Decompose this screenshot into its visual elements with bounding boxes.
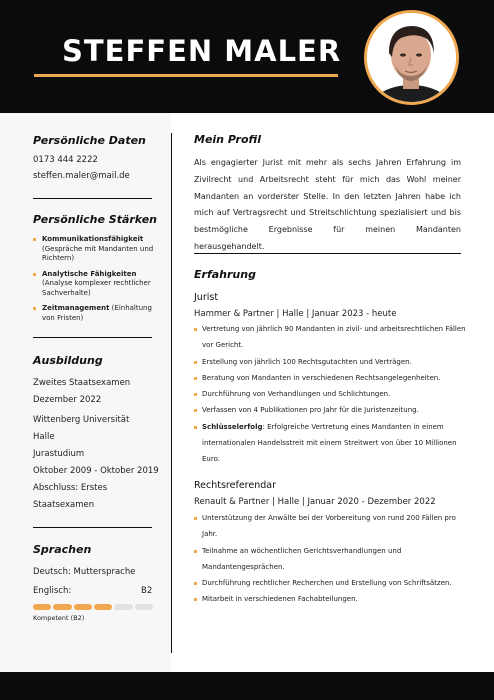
bullet-text: Vertretung von jährlich 90 Mandanten in zivil- und arbeitsrechtlichen Fällen vor Gericht. [202,325,466,350]
strength-detail: (Einhaltung von Fristen) [42,304,152,322]
job-bullet [194,543,466,576]
job-bullet [194,321,466,354]
job-bullet [194,354,466,370]
profile-heading: Mein Profil [194,133,261,146]
job-meta: Hammer & Partner | Halle | Januar 2023 - heute [194,309,397,319]
bullet-text: Unterstützung der Anwälte bei der Vorbereitung von rund 200 Fällen pro Jahr. [202,514,456,539]
language-english-label: Englisch: [33,586,72,596]
strength-name: Zeitmanagement [42,304,110,312]
personal-data-heading: Persönliche Daten [33,134,146,147]
skill-segment [74,604,92,610]
education-line: Jurastudium [33,449,85,459]
education-line: Wittenberg Universität [33,415,130,425]
section-divider [194,253,461,254]
strengths-list [33,235,165,329]
bullet-text: Teilnahme an wöchentlichen Gerichtsverhandlungen und Mandantengesprächen. [202,546,402,571]
job-bullets [194,510,466,608]
education-heading: Ausbildung [33,354,103,367]
languages-heading: Sprachen [33,543,92,556]
skill-segment [53,604,71,610]
portrait-icon [367,13,456,102]
bullet-highlight: Schlüsselerfolg [202,422,263,431]
english-skill-bar [33,604,153,610]
job-bullet [194,591,466,607]
skill-segment [33,604,51,610]
education-line: Abschluss: Erstes [33,483,108,493]
experience-heading: Erfahrung [194,268,256,281]
skill-segment [94,604,112,610]
language-english-level: B2 [141,586,153,596]
profile-photo [364,10,459,105]
bullet-text: Erstellung von jährlich 100 Rechtsgutachten und Verträgen. [202,357,412,366]
job-bullet [194,402,466,418]
section-divider [33,527,152,528]
education-line: Oktober 2009 - Oktober 2019 [33,466,159,476]
profile-text: Als engagierter Jurist mit mehr als sechs Jahren Erfahrung im Zivilrecht und Arbeitsrecht steht für mich das Wohl meiner Mandanten an vorderster Stelle. In den letzten Jahren habe ich mich auf Vertragsrecht und Streitschlichtung spezialisiert und bis bestmögliche Ergebnisse für meinen Mandanten herausgehandelt. [194,158,461,251]
phone-number: 0173 444 2222 [33,155,98,165]
column-divider [171,133,172,653]
skill-segment [114,604,132,610]
bullet-text: Mitarbeit in verschiedenen Fachabteilungen. [202,595,358,604]
job-bullets [194,321,466,468]
strength-name: Analytische Fähigkeiten [42,269,137,278]
bullet-text: Beratung von Mandanten in verschiedenen Rechtsangelegenheiten. [202,373,441,382]
language-german: Deutsch: Muttersprache [33,567,136,577]
bullet-text: Durchführung von Verhandlungen und Schlichtungen. [202,390,391,399]
job-bullet [194,386,466,402]
bullet-text: : Erfolgreiche Vertretung eines Mandanten in einem internationalen Handelsstreit mit einem Streitwert von über 10 Millionen Euro. [202,422,457,464]
strength-item [33,304,165,323]
strength-detail: (Analyse komplexer rechtlicher Sachverhalte) [42,279,151,297]
bullet-text: Verfassen von 4 Publikationen pro Jahr für die Juristenzeitung. [202,406,419,415]
section-divider [33,198,152,199]
education-line: Halle [33,432,55,442]
job-meta: Renault & Partner | Halle | Januar 2020 - Dezember 2022 [194,497,436,507]
section-divider [33,337,152,338]
education-line: Dezember 2022 [33,395,102,405]
strengths-heading: Persönliche Stärken [33,213,158,226]
strength-item [33,235,165,264]
education-line: Zweites Staatsexamen [33,378,131,388]
job-title: Jurist [194,292,219,303]
job-bullet [194,575,466,591]
footer-bar [0,672,494,700]
job-bullet [194,370,466,386]
bullet-text: Durchführung rechtlicher Recherchen und Erstellung von Schriftsätzen. [202,579,452,588]
email-address: steffen.maler@mail.de [33,171,130,181]
name-underline [34,74,338,77]
strength-item [33,270,165,299]
job-title: Rechtsreferendar [194,480,276,491]
job-bullet [194,510,466,543]
strength-detail: (Gespräche mit Mandanten und Richtern) [42,244,154,262]
job-bullet [194,419,466,468]
strength-name: Kommunikationsfähigkeit [42,235,144,243]
education-line: Staatsexamen [33,500,95,510]
skill-segment [135,604,153,610]
applicant-name: STEFFEN MALER [62,34,342,68]
language-english-caption: Kompetent (B2) [33,614,85,622]
